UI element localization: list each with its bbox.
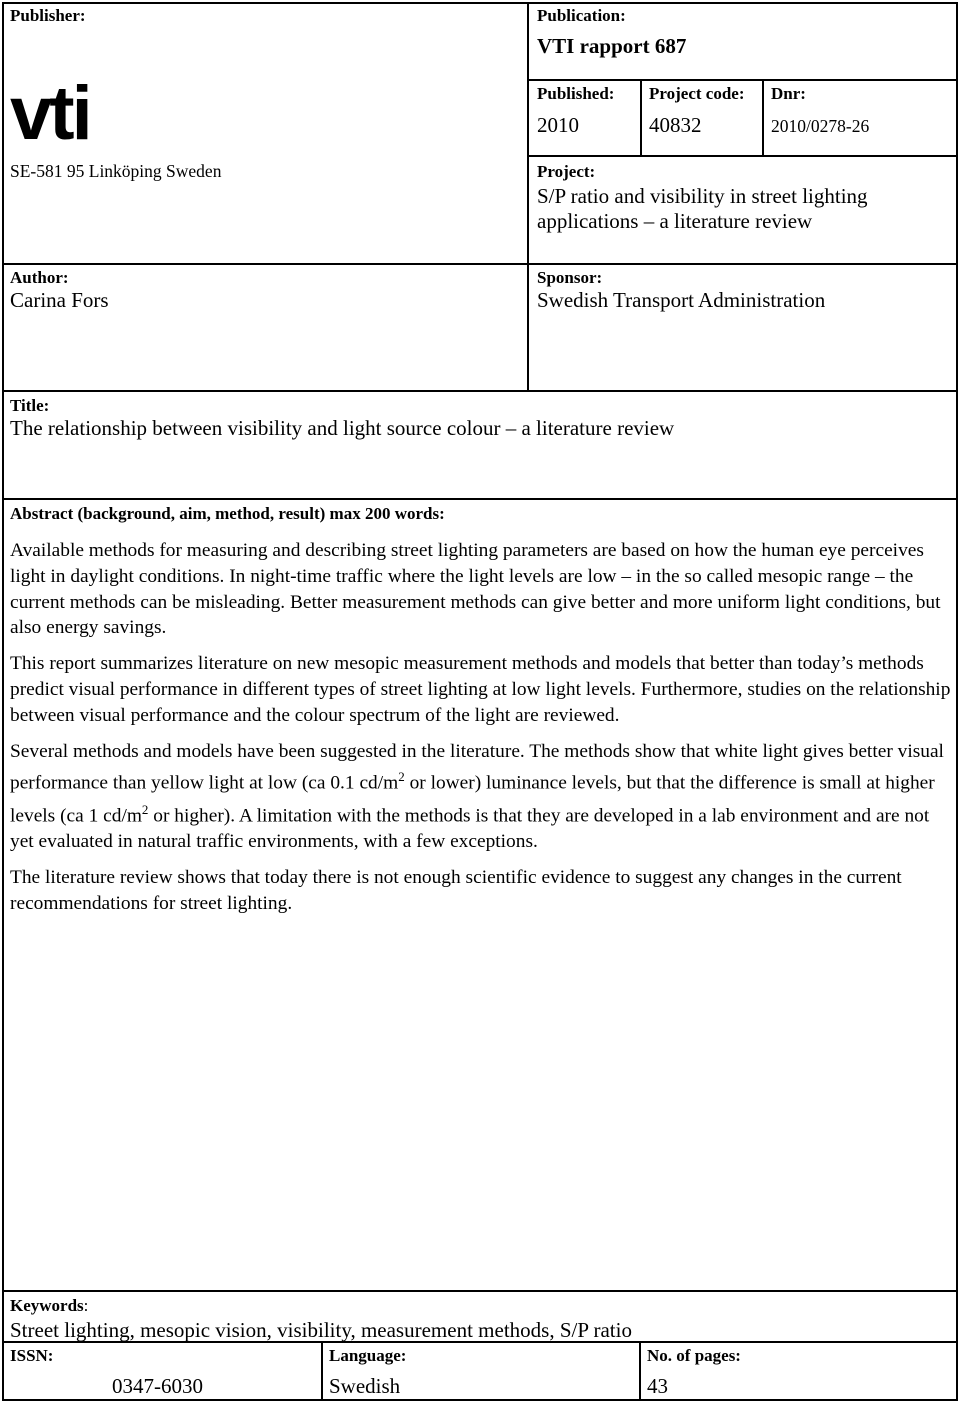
- publication-value: VTI rapport 687: [537, 34, 687, 58]
- title-value: The relationship between visibility and light source colour – a literature review: [10, 416, 675, 440]
- abstract-p3-part1: Several methods and models have been suggested in the literature. The methods show that white light gives better visual performance than yellow light at low (ca 0.1 cd/m: [10, 740, 944, 794]
- project-code-label: Project code:: [649, 84, 745, 103]
- divider-title-row: [2, 390, 958, 392]
- pages-label: No. of pages:: [647, 1346, 741, 1365]
- divider-language-pages: [639, 1341, 641, 1400]
- superscript-2: 2: [141, 801, 149, 817]
- project-label: Project:: [537, 162, 596, 181]
- author-label: Author:: [10, 268, 69, 287]
- issn-value: 0347-6030: [112, 1374, 203, 1398]
- keywords-value: Street lighting, mesopic vision, visibility, measurement methods, S/P ratio: [10, 1318, 632, 1342]
- divider-dates-project: [527, 155, 958, 157]
- publication-label: Publication:: [537, 6, 626, 25]
- border-bottom: [2, 1399, 958, 1401]
- divider-author-row: [2, 263, 958, 265]
- keywords-label-text: Keywords: [10, 1296, 84, 1315]
- abstract-label: Abstract (background, aim, method, result) max 200 words:: [10, 504, 445, 523]
- abstract-paragraph-1: Available methods for measuring and describing street lighting parameters are based on how the human eye perceives light in daylight conditions. In night-time traffic where the light levels are low – in the so called mesopic range – the current methods can be misleading. Better measurement methods can give better and more uniform light conditions, but also energy savings.: [10, 540, 941, 639]
- divider-abstract-row: [2, 498, 958, 500]
- pages-value: 43: [647, 1374, 668, 1398]
- divider-publication-row: [527, 79, 958, 81]
- divider-publisher-publication: [527, 2, 529, 391]
- vti-logo: vti: [10, 71, 90, 156]
- abstract-p3-part2: or lower) luminance levels, but that the difference is small at higher levels (ca 1 cd/m: [10, 772, 935, 827]
- superscript-1: 2: [398, 769, 405, 785]
- abstract-paragraph-2: This report summarizes literature on new mesopic measurement methods and models that better than today’s methods predict visual performance in different types of street lighting at low light levels. Furthermore, studies on the relationship between visual performance and the colour spectrum of the light are reviewed.: [10, 653, 951, 726]
- publisher-label: Publisher:: [10, 6, 86, 25]
- divider-code-dnr: [762, 79, 764, 156]
- published-value: 2010: [537, 113, 579, 137]
- border-left: [2, 2, 4, 1400]
- divider-keywords-row: [2, 1290, 958, 1292]
- keywords-colon: :: [83, 1296, 89, 1315]
- sponsor-label: Sponsor:: [537, 268, 603, 287]
- border-top: [2, 2, 958, 4]
- published-label: Published:: [537, 84, 615, 103]
- project-value-line2: applications – a literature review: [537, 209, 813, 233]
- abstract-body: [10, 538, 952, 926]
- border-right: [956, 2, 958, 1400]
- project-value-line1: S/P ratio and visibility in street lighting: [537, 184, 868, 208]
- language-value: Swedish: [329, 1374, 401, 1398]
- author-value: Carina Fors: [10, 288, 109, 312]
- language-label: Language:: [329, 1346, 407, 1365]
- dnr-label: Dnr:: [771, 84, 806, 103]
- dnr-value: 2010/0278-26: [771, 116, 870, 136]
- divider-issn-language: [321, 1341, 323, 1400]
- project-code-value: 40832: [649, 113, 702, 137]
- title-label: Title:: [10, 396, 50, 415]
- abstract-paragraph-3: [10, 739, 952, 855]
- divider-published-code: [640, 79, 642, 156]
- abstract-paragraph-4: The literature review shows that today there is not enough scientific evidence to suggest any changes in the current recommendations for street lighting.: [10, 866, 902, 914]
- sponsor-value: Swedish Transport Administration: [537, 288, 826, 312]
- issn-label: ISSN:: [10, 1346, 54, 1365]
- keywords-label: [10, 1296, 88, 1316]
- abstract-p3-part3: or higher). A limitation with the methods is that they are developed in a lab environment and are not yet evaluated in natural traffic environments, with a few exceptions.: [10, 805, 930, 852]
- publisher-address: SE-581 95 Linköping Sweden: [10, 161, 222, 181]
